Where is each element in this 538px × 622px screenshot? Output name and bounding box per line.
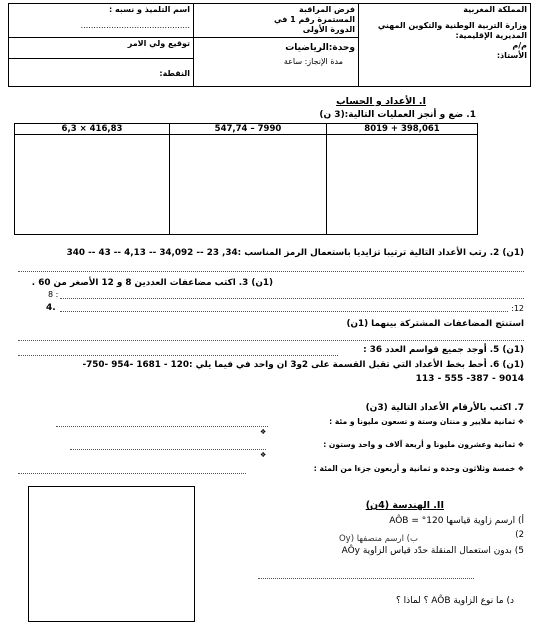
guardian-grade-cell <box>9 38 194 87</box>
operations-table <box>14 123 478 235</box>
duration-label: مدة الإنجاز: ساعة <box>283 57 343 66</box>
part2-title: II. الهندسة (4ن) <box>365 500 444 511</box>
student-name-cell <box>9 4 194 38</box>
question-geo-b-number: 2) <box>515 530 524 540</box>
question-geo-a: أ) ارسم زاوية قياسها 120° = AÔB <box>389 516 524 526</box>
q3-label-8: 8 : <box>48 290 59 299</box>
teacher: الأستاذ: <box>496 51 527 60</box>
header-ministry-cell <box>359 4 531 87</box>
q7-item-3-text: خمسة وثلاثون وحدة و ثمانية و أربعون جزءا من المئة : <box>313 464 516 473</box>
answer-line-q5[interactable] <box>18 355 338 356</box>
op-cell-1: 8019 + 398,061 <box>327 124 478 135</box>
question-2: (1ن) 2. رتب الأعداد التالية ترتيبا تزايديا باستعمال الرمز المناسب :34, 23 -- 34,092 -- 4,13 -- 43 -- 340 <box>66 248 524 258</box>
student-name-label: اسم التلميذ و نسبه : <box>109 5 190 14</box>
guardian-signature-label: توقيع ولي الامر <box>9 38 193 59</box>
answer-line-q3-b[interactable] <box>60 311 508 312</box>
answer-line-q4[interactable] <box>18 340 524 341</box>
question-4: استنتج المضاعفات المشتركة بينهما (1ن) <box>346 319 524 329</box>
question-4-number: 4. <box>46 303 56 313</box>
directorate: المديرية الإقليمية: <box>455 31 527 40</box>
answer-line-q7-1[interactable] <box>56 426 268 427</box>
answer-line-q7-3[interactable] <box>18 473 246 474</box>
question-geo-b: ب) ارسم منصفها (Oy <box>338 534 418 544</box>
answer-line-geo-c[interactable] <box>258 578 474 579</box>
work-area-1[interactable] <box>327 135 478 235</box>
part1-title: I. الأعداد و الحساب <box>336 96 426 107</box>
diamond-icon: ❖ <box>515 441 524 449</box>
question-6-numbers: 9014 - 387- 555 - 113 <box>415 374 524 384</box>
exam-title: فرض المراقبة المستمرة رقم 1 في الدورة الأولى <box>274 5 355 34</box>
q7-item-3 <box>314 464 524 473</box>
ministry: وزارة التربية الوطنية والتكوين المهني <box>377 21 527 30</box>
question-3: (1ن) 3. اكتب مضاعفات العددين 8 و 12 الأصغر من 60 . <box>31 278 273 288</box>
grade-label: النقطة: <box>159 69 190 78</box>
header-table <box>8 3 531 87</box>
drawing-area[interactable] <box>28 486 195 622</box>
answer-line-q2[interactable] <box>18 271 524 272</box>
q7-item-2-text: ثمانية وعشرون مليونا و أربعة آلاف و واحد وستون : <box>323 440 516 449</box>
diamond-icon: ❖ <box>515 465 524 473</box>
diamond-icon: ❖ <box>515 418 524 426</box>
diamond-icon: ❖ <box>260 428 267 436</box>
student-name-dots: ........................................... <box>80 21 190 30</box>
question-geo-c: 5) بدون استعمال المنقلة حدّد قياس الزاوية AÔy <box>341 546 524 556</box>
question-6: (1ن) 6. أحط بخط الأعداد التي تقبل القسمة على 2و3 ان واحد في فيما يلي :120 - 1681 -954 -750- <box>82 360 524 370</box>
op-cell-3: 6,3 × 416,83 <box>15 124 170 135</box>
answer-line-q7-2[interactable] <box>70 449 266 450</box>
school: م/م <box>512 41 527 50</box>
exam-title-cell <box>194 4 359 38</box>
question-geo-d: د) ما نوع الزاوية AÔB ؟ لماذا ؟ <box>395 596 514 606</box>
question-1: 1. ضع و أنجز العمليات التالية:(3 ن) <box>319 110 476 120</box>
unit-cell <box>194 38 359 87</box>
q7-item-2 <box>323 440 524 449</box>
q7-item-1 <box>329 417 524 426</box>
unit-label: وحدة:الرياضيات <box>285 43 355 53</box>
question-5: (1ن) 5. أوجد جميع قواسم العدد 36 : <box>363 345 524 355</box>
op-cell-2: 547,74 – 7990 <box>170 124 327 135</box>
answer-line-q3-a[interactable] <box>60 298 524 299</box>
kingdom: المملكة المغربية <box>463 5 527 14</box>
work-area-2[interactable] <box>170 135 327 235</box>
question-7: 7. اكتب بالأرقام الأعداد التالية (3ن) <box>365 403 524 413</box>
q3-label-12: :12 <box>511 304 524 313</box>
q7-item-1-text: ثمانية ملايير و منتان وستة و تسعون مليونا و مئة : <box>329 417 516 426</box>
work-area-3[interactable] <box>15 135 170 235</box>
diamond-icon: ❖ <box>260 451 267 459</box>
